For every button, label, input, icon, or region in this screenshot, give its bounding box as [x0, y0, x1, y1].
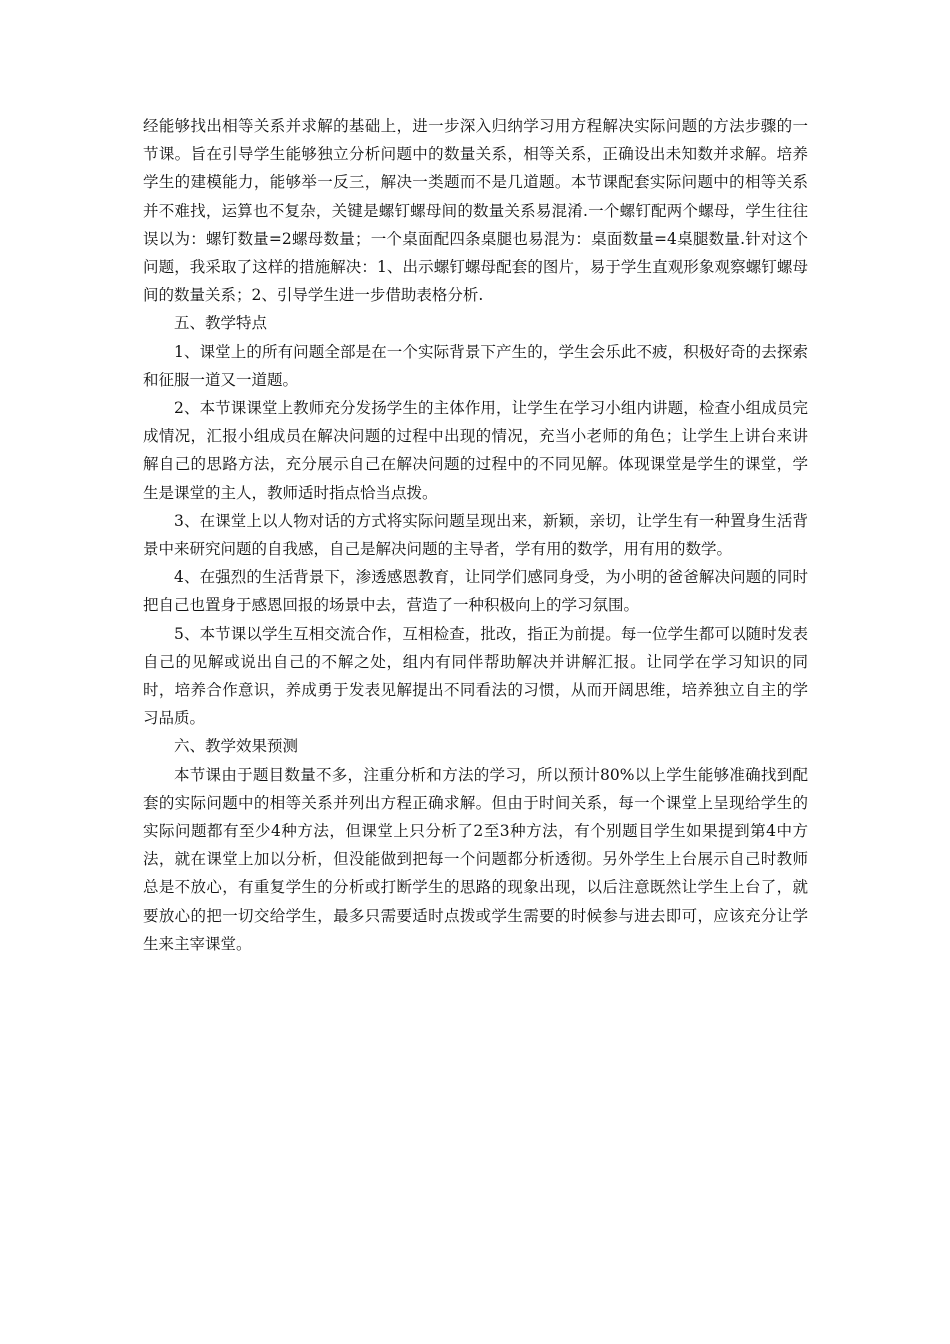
- document-body: [143, 112, 808, 958]
- paragraph-effect-prediction: 本节课由于题目数量不多，注重分析和方法的学习，所以预计80%以上学生能够准确找到配套的实际问题中的相等关系并列出方程正确求解。但由于时间关系，每一个课堂上呈现给学生的实际问题都有至少4种方法，但课堂上只分析了2至3种方法，有个别题目学生如果提到第4中方法，就在课堂上加以分析，但没能做到把每一个问题都分析透彻。另外学生上台展示自己时教师总是不放心，有重复学生的分析或打断学生的思路的现象出现，以后注意既然让学生上台了，就要放心的把一切交给学生，最多只需要适时点拨或学生需要的时候参与进去即可，应该充分让学生来主宰课堂。: [143, 765, 808, 953]
- paragraph-intro-continuation: 经能够找出相等关系并求解的基础上，进一步深入归纳学习用方程解决实际问题的方法步骤的一节课。旨在引导学生能够独立分析问题中的数量关系，相等关系，正确设出未知数并求解。培养学生的建模能力，能够举一反三，解决一类题而不是几道题。本节课配套实际问题中的相等关系并不难找，运算也不复杂，关键是螺钉螺母间的数量关系易混淆.一个螺钉配两个螺母，学生往往误以为：螺钉数量=2螺母数量；一个桌面配四条桌腿也易混为：桌面数量=4桌腿数量.针对这个问题，我采取了这样的措施解决：1、出示螺钉螺母配套的图片，易于学生直观形象观察螺钉螺母间的数量关系；2、引导学生进一步借助表格分析.: [143, 117, 808, 305]
- paragraph-feature-5: 5、本节课以学生互相交流合作，互相检查，批改，指正为前提。每一位学生都可以随时发表自己的见解或说出自己的不解之处，组内有同伴帮助解决并讲解汇报。让同学在学习知识的同时，培养合作意识，养成勇于发表见解提出不同看法的习惯，从而开阔思维，培养独立自主的学习品质。: [143, 624, 808, 728]
- section-heading-effect-prediction: 六、教学效果预测: [174, 737, 299, 756]
- section-heading-teaching-features: 五、教学特点: [174, 314, 268, 333]
- paragraph-feature-2: 2、本节课课堂上教师充分发扬学生的主体作用，让学生在学习小组内讲题，检查小组成员完成情况，汇报小组成员在解决问题的过程中出现的情况，充当小老师的角色；让学生上讲台来讲解自己的思路方法，充分展示自己在解决问题的过程中的不同见解。体现课堂是学生的课堂，学生是课堂的主人，教师适时指点恰当点拨。: [143, 399, 808, 502]
- paragraph-feature-1: 1、课堂上的所有问题全部是在一个实际背景下产生的，学生会乐此不疲，积极好奇的去探索和征服一道又一道题。: [143, 342, 808, 389]
- paragraph-feature-4: 4、在强烈的生活背景下，渗透感恩教育，让同学们感同身受，为小明的爸爸解决问题的同时把自己也置身于感恩回报的场景中去，营造了一种积极向上的学习氛围。: [143, 568, 808, 615]
- paragraph-feature-3: 3、在课堂上以人物对话的方式将实际问题呈现出来，新颖，亲切，让学生有一种置身生活背景中来研究问题的自我感，自己是解决问题的主导者，学有用的数学，用有用的数学。: [143, 511, 808, 559]
